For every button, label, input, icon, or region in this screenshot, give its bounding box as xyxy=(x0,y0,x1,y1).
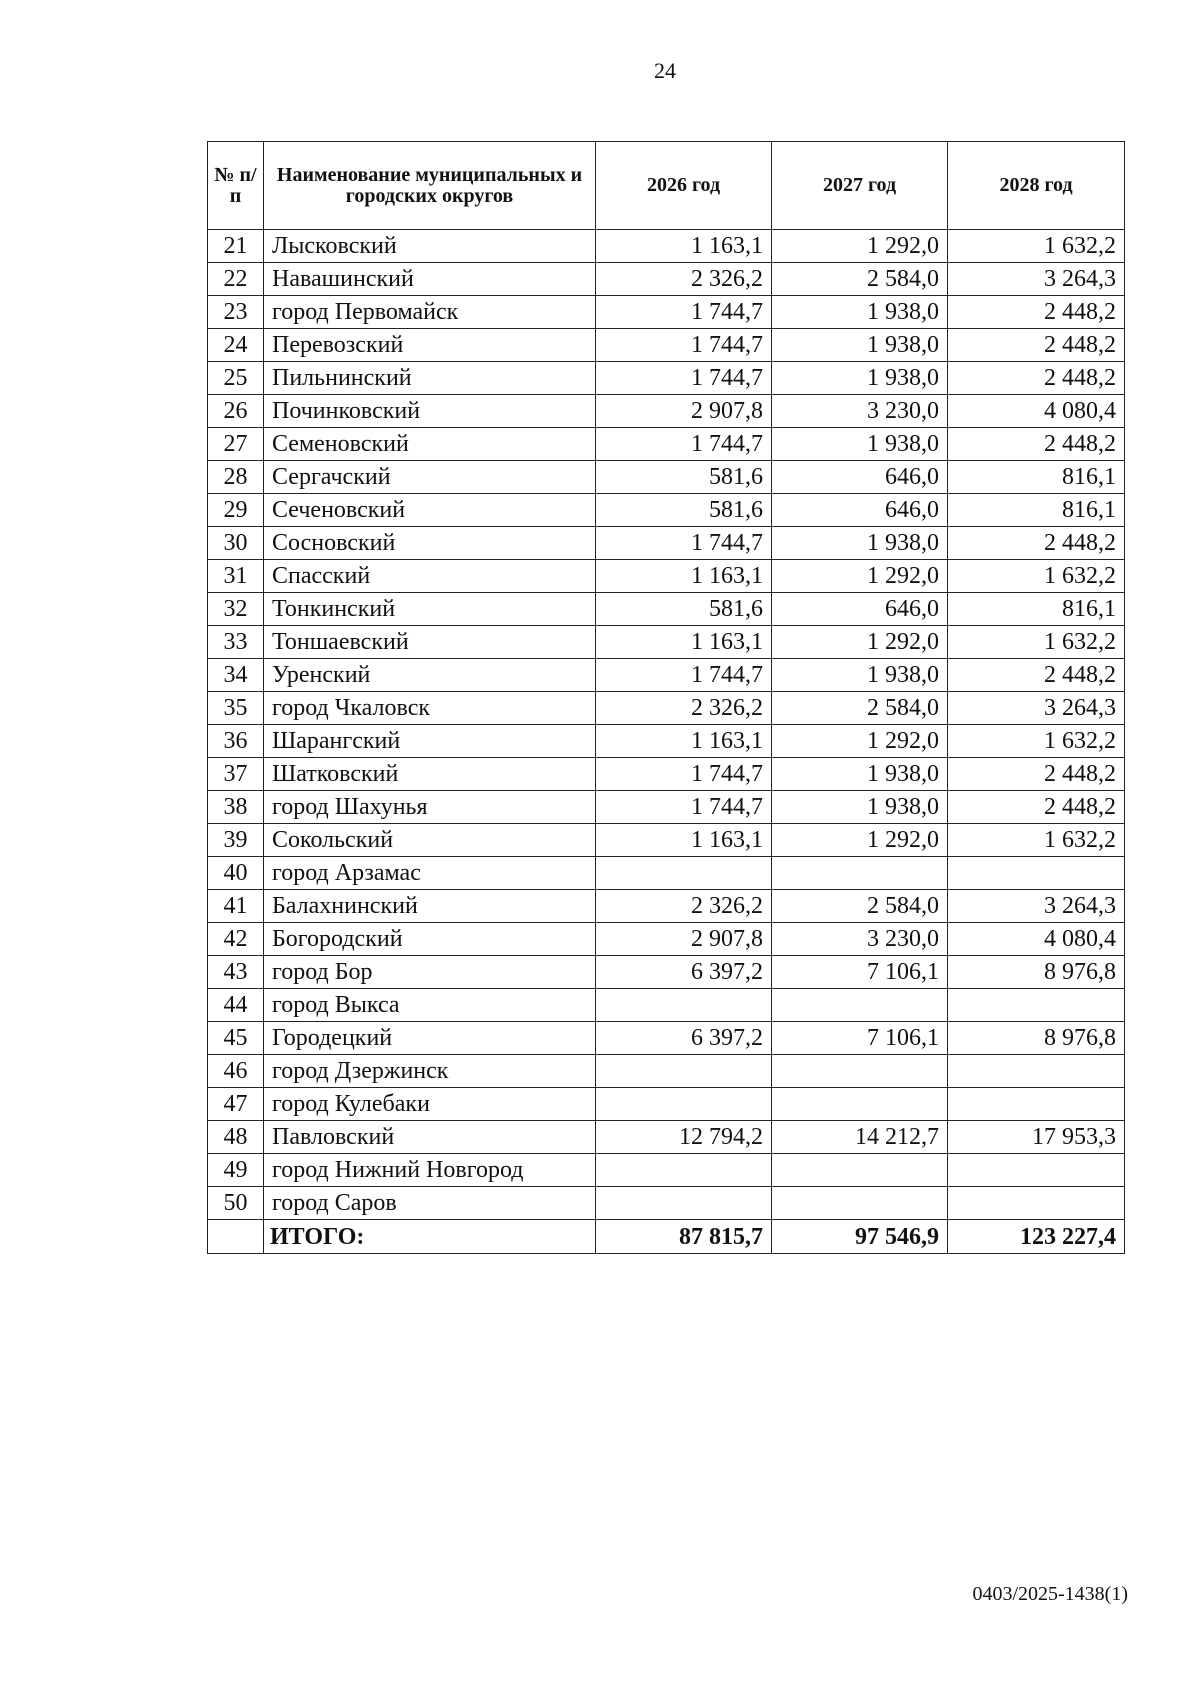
table-row xyxy=(208,989,1125,1022)
value-2028: 816,1 xyxy=(948,494,1125,527)
value-2028: 1 632,2 xyxy=(948,725,1125,758)
row-num: 42 xyxy=(208,923,264,956)
row-num: 33 xyxy=(208,626,264,659)
row-num: 38 xyxy=(208,791,264,824)
value-2026: 1 744,7 xyxy=(596,758,772,791)
municipality-name: Сергачский xyxy=(264,461,596,494)
row-num: 30 xyxy=(208,527,264,560)
value-2026: 1 163,1 xyxy=(596,230,772,263)
table-row xyxy=(208,791,1125,824)
value-2026: 2 907,8 xyxy=(596,395,772,428)
header-2028: 2028 год xyxy=(948,142,1125,230)
municipality-name: город Нижний Новгород xyxy=(264,1154,596,1187)
row-num: 47 xyxy=(208,1088,264,1121)
table-row xyxy=(208,626,1125,659)
value-2027: 1 938,0 xyxy=(772,659,948,692)
municipality-name: город Кулебаки xyxy=(264,1088,596,1121)
row-num: 34 xyxy=(208,659,264,692)
value-2027: 646,0 xyxy=(772,593,948,626)
municipality-name: Шатковский xyxy=(264,758,596,791)
municipality-name: Уренский xyxy=(264,659,596,692)
table-row xyxy=(208,428,1125,461)
row-num: 46 xyxy=(208,1055,264,1088)
table-row xyxy=(208,461,1125,494)
row-num: 23 xyxy=(208,296,264,329)
row-num: 29 xyxy=(208,494,264,527)
table-row xyxy=(208,1088,1125,1121)
row-num: 48 xyxy=(208,1121,264,1154)
row-num: 41 xyxy=(208,890,264,923)
value-2027: 2 584,0 xyxy=(772,890,948,923)
value-2028: 1 632,2 xyxy=(948,626,1125,659)
header-name: Наименование муниципальных и городских округов xyxy=(264,142,596,230)
value-2026: 2 326,2 xyxy=(596,692,772,725)
municipality-name: Балахнинский xyxy=(264,890,596,923)
value-2026 xyxy=(596,857,772,890)
municipality-name: Павловский xyxy=(264,1121,596,1154)
row-num: 22 xyxy=(208,263,264,296)
municipality-name: Тонкинский xyxy=(264,593,596,626)
value-2027: 1 938,0 xyxy=(772,428,948,461)
value-2027: 1 292,0 xyxy=(772,230,948,263)
total-num xyxy=(208,1220,264,1254)
table-row xyxy=(208,296,1125,329)
row-num: 36 xyxy=(208,725,264,758)
value-2027: 2 584,0 xyxy=(772,263,948,296)
value-2026: 1 163,1 xyxy=(596,725,772,758)
value-2026: 581,6 xyxy=(596,461,772,494)
row-num: 32 xyxy=(208,593,264,626)
municipality-name: Навашинский xyxy=(264,263,596,296)
row-num: 44 xyxy=(208,989,264,1022)
table-row xyxy=(208,923,1125,956)
row-num: 28 xyxy=(208,461,264,494)
row-num: 45 xyxy=(208,1022,264,1055)
table-row xyxy=(208,263,1125,296)
table-row xyxy=(208,395,1125,428)
value-2028: 2 448,2 xyxy=(948,296,1125,329)
value-2026: 12 794,2 xyxy=(596,1121,772,1154)
table-row xyxy=(208,1022,1125,1055)
municipality-name: Городецкий xyxy=(264,1022,596,1055)
table-body xyxy=(208,230,1125,1254)
municipality-name: Пильнинский xyxy=(264,362,596,395)
row-num: 43 xyxy=(208,956,264,989)
value-2028 xyxy=(948,1088,1125,1121)
value-2027: 1 938,0 xyxy=(772,791,948,824)
value-2028: 3 264,3 xyxy=(948,263,1125,296)
header-2026: 2026 год xyxy=(596,142,772,230)
value-2026: 2 326,2 xyxy=(596,890,772,923)
value-2026 xyxy=(596,1187,772,1220)
row-num: 31 xyxy=(208,560,264,593)
row-num: 40 xyxy=(208,857,264,890)
value-2027: 7 106,1 xyxy=(772,1022,948,1055)
value-2027: 1 292,0 xyxy=(772,560,948,593)
value-2026: 1 744,7 xyxy=(596,791,772,824)
value-2026: 1 744,7 xyxy=(596,362,772,395)
value-2027: 3 230,0 xyxy=(772,395,948,428)
value-2028: 3 264,3 xyxy=(948,890,1125,923)
row-num: 24 xyxy=(208,329,264,362)
value-2026: 1 163,1 xyxy=(596,824,772,857)
municipality-name: Спасский xyxy=(264,560,596,593)
municipality-name: Сокольский xyxy=(264,824,596,857)
value-2027 xyxy=(772,989,948,1022)
value-2026 xyxy=(596,989,772,1022)
total-2026: 87 815,7 xyxy=(596,1220,772,1254)
value-2028: 1 632,2 xyxy=(948,230,1125,263)
page-number: 24 xyxy=(654,58,676,83)
municipality-name: Сеченовский xyxy=(264,494,596,527)
value-2028: 2 448,2 xyxy=(948,659,1125,692)
table-row xyxy=(208,593,1125,626)
value-2027 xyxy=(772,1088,948,1121)
row-num: 21 xyxy=(208,230,264,263)
value-2026: 6 397,2 xyxy=(596,1022,772,1055)
value-2028: 8 976,8 xyxy=(948,1022,1125,1055)
table-row xyxy=(208,659,1125,692)
value-2026 xyxy=(596,1154,772,1187)
row-num: 27 xyxy=(208,428,264,461)
value-2027: 1 938,0 xyxy=(772,362,948,395)
value-2027: 3 230,0 xyxy=(772,923,948,956)
value-2027: 1 292,0 xyxy=(772,626,948,659)
document-code: 0403/2025-1438(1) xyxy=(972,1583,1128,1605)
table-row xyxy=(208,1154,1125,1187)
municipality-name: город Саров xyxy=(264,1187,596,1220)
value-2026: 1 163,1 xyxy=(596,560,772,593)
value-2028 xyxy=(948,1187,1125,1220)
value-2028 xyxy=(948,1154,1125,1187)
value-2028 xyxy=(948,989,1125,1022)
value-2028: 2 448,2 xyxy=(948,362,1125,395)
value-2027: 1 938,0 xyxy=(772,296,948,329)
total-label: ИТОГО: xyxy=(264,1220,596,1254)
value-2027 xyxy=(772,857,948,890)
municipality-name: Шарангский xyxy=(264,725,596,758)
table-header-row xyxy=(208,142,1125,230)
value-2027 xyxy=(772,1154,948,1187)
value-2028: 2 448,2 xyxy=(948,428,1125,461)
municipality-name: Семеновский xyxy=(264,428,596,461)
row-num: 39 xyxy=(208,824,264,857)
table-row xyxy=(208,692,1125,725)
value-2027: 14 212,7 xyxy=(772,1121,948,1154)
municipality-name: город Дзержинск xyxy=(264,1055,596,1088)
value-2026: 581,6 xyxy=(596,593,772,626)
municipality-name: Сосновский xyxy=(264,527,596,560)
table-row xyxy=(208,857,1125,890)
municipality-name: город Арзамас xyxy=(264,857,596,890)
header-2027: 2027 год xyxy=(772,142,948,230)
value-2027: 1 292,0 xyxy=(772,725,948,758)
allocation-table xyxy=(207,141,1125,1254)
table-row xyxy=(208,725,1125,758)
value-2028: 2 448,2 xyxy=(948,329,1125,362)
table-row xyxy=(208,1187,1125,1220)
value-2027: 1 938,0 xyxy=(772,329,948,362)
value-2027: 646,0 xyxy=(772,461,948,494)
table-row xyxy=(208,758,1125,791)
row-num: 50 xyxy=(208,1187,264,1220)
row-num: 49 xyxy=(208,1154,264,1187)
value-2027: 1 938,0 xyxy=(772,758,948,791)
value-2027: 646,0 xyxy=(772,494,948,527)
table-row xyxy=(208,560,1125,593)
value-2028: 816,1 xyxy=(948,461,1125,494)
table-row xyxy=(208,824,1125,857)
row-num: 37 xyxy=(208,758,264,791)
row-num: 25 xyxy=(208,362,264,395)
value-2026: 581,6 xyxy=(596,494,772,527)
value-2026: 1 744,7 xyxy=(596,329,772,362)
value-2026: 1 163,1 xyxy=(596,626,772,659)
value-2027: 1 292,0 xyxy=(772,824,948,857)
total-row xyxy=(208,1220,1125,1254)
value-2028: 17 953,3 xyxy=(948,1121,1125,1154)
table-row xyxy=(208,494,1125,527)
value-2028: 1 632,2 xyxy=(948,824,1125,857)
municipality-name: город Чкаловск xyxy=(264,692,596,725)
value-2028: 8 976,8 xyxy=(948,956,1125,989)
value-2028: 3 264,3 xyxy=(948,692,1125,725)
row-num: 35 xyxy=(208,692,264,725)
municipality-name: город Бор xyxy=(264,956,596,989)
value-2026: 2 907,8 xyxy=(596,923,772,956)
value-2028: 4 080,4 xyxy=(948,395,1125,428)
value-2028: 1 632,2 xyxy=(948,560,1125,593)
row-num: 26 xyxy=(208,395,264,428)
table-row xyxy=(208,230,1125,263)
value-2026: 2 326,2 xyxy=(596,263,772,296)
value-2028: 4 080,4 xyxy=(948,923,1125,956)
total-2028: 123 227,4 xyxy=(948,1220,1125,1254)
value-2026: 1 744,7 xyxy=(596,296,772,329)
municipality-name: город Шахунья xyxy=(264,791,596,824)
value-2028 xyxy=(948,857,1125,890)
value-2028: 816,1 xyxy=(948,593,1125,626)
municipality-name: Лысковский xyxy=(264,230,596,263)
value-2028: 2 448,2 xyxy=(948,758,1125,791)
table-row xyxy=(208,527,1125,560)
total-2027: 97 546,9 xyxy=(772,1220,948,1254)
table-row xyxy=(208,329,1125,362)
municipality-name: город Выкса xyxy=(264,989,596,1022)
value-2027: 2 584,0 xyxy=(772,692,948,725)
municipality-name: Тоншаевский xyxy=(264,626,596,659)
table-row xyxy=(208,362,1125,395)
value-2026: 1 744,7 xyxy=(596,428,772,461)
value-2026 xyxy=(596,1055,772,1088)
value-2027 xyxy=(772,1187,948,1220)
value-2026: 6 397,2 xyxy=(596,956,772,989)
municipality-name: Починковский xyxy=(264,395,596,428)
table-row xyxy=(208,890,1125,923)
table-row xyxy=(208,1055,1125,1088)
municipality-name: Перевозский xyxy=(264,329,596,362)
value-2027 xyxy=(772,1055,948,1088)
table-row xyxy=(208,956,1125,989)
value-2027: 1 938,0 xyxy=(772,527,948,560)
municipality-name: город Первомайск xyxy=(264,296,596,329)
value-2026: 1 744,7 xyxy=(596,659,772,692)
value-2026: 1 744,7 xyxy=(596,527,772,560)
municipality-name: Богородский xyxy=(264,923,596,956)
header-num: № п/п xyxy=(208,142,264,230)
value-2028: 2 448,2 xyxy=(948,527,1125,560)
value-2028 xyxy=(948,1055,1125,1088)
table-row xyxy=(208,1121,1125,1154)
value-2026 xyxy=(596,1088,772,1121)
value-2028: 2 448,2 xyxy=(948,791,1125,824)
value-2027: 7 106,1 xyxy=(772,956,948,989)
